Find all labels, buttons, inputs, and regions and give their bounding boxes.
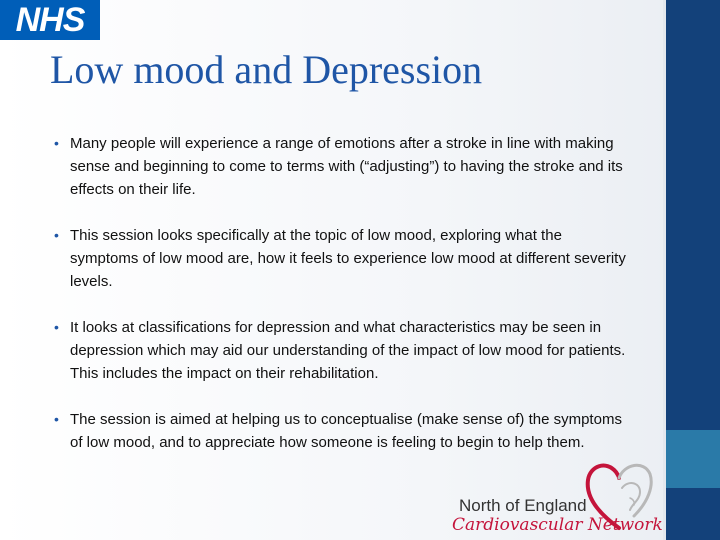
bullet-dot-icon: • — [54, 319, 59, 335]
network-subtitle: Cardiovascular Network — [452, 515, 663, 535]
bullet-list — [50, 132, 630, 477]
bullet-text: It looks at classifications for depression and what characteristics may be seen in depression which may aid our understanding of the impact of low mood for patients. This includes the impact on their rehabilitation. — [70, 319, 626, 382]
bullet-dot-icon: • — [54, 227, 59, 243]
bullet-text: The session is aimed at helping us to conceptualise (make sense of) the symptoms of low mood, and to appreciate how someone is feeling to begin to help them. — [70, 411, 622, 451]
bullet-text: This session looks specifically at the topic of low mood, exploring what the symptoms of low mood are, how it feels to experience low mood at different severity levels. — [70, 227, 626, 290]
bullet-item — [50, 316, 630, 385]
bullet-dot-icon: • — [54, 411, 59, 427]
nhs-logo: NHS — [0, 0, 100, 40]
bullet-dot-icon: • — [54, 135, 59, 151]
slide-title: Low mood and Depression — [50, 47, 483, 92]
network-logo — [440, 458, 663, 540]
network-name: North of England — [459, 496, 587, 515]
sidebar-accent-band — [666, 430, 720, 488]
bullet-text: Many people will experience a range of emotions after a stroke in line with making sense and beginning to come to terms with (“adjusting”) to having the stroke and its effects on their life. — [70, 135, 623, 198]
bullet-item — [50, 224, 630, 293]
bullet-item — [50, 408, 630, 454]
bullet-item — [50, 132, 630, 201]
